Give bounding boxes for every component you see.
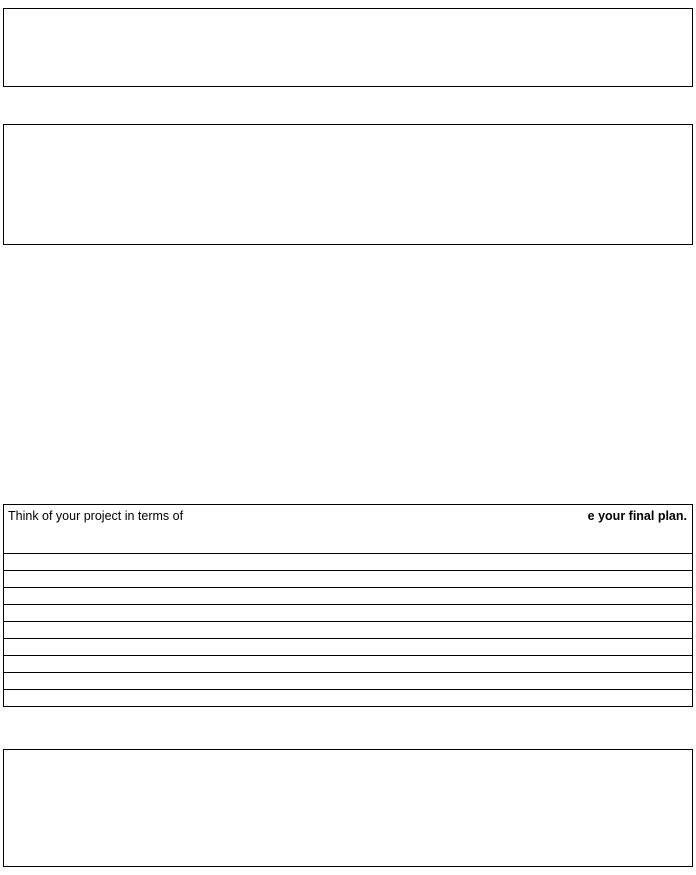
worksheet-line[interactable] xyxy=(4,639,692,656)
worksheet-line[interactable] xyxy=(4,622,692,639)
footer-box-text xyxy=(4,750,692,866)
header-box xyxy=(3,8,693,87)
worksheet-line[interactable] xyxy=(4,605,692,622)
worksheet-instruction-left: Think of your project in terms of xyxy=(8,509,184,523)
worksheet-table xyxy=(3,504,693,707)
worksheet-line[interactable] xyxy=(4,554,692,571)
worksheet-line[interactable] xyxy=(4,588,692,605)
worksheet-line[interactable] xyxy=(4,571,692,588)
worksheet-line[interactable] xyxy=(4,673,692,690)
intro-box xyxy=(3,124,693,245)
worksheet-line[interactable] xyxy=(4,656,692,673)
intro-box-text xyxy=(4,125,692,244)
worksheet-line[interactable] xyxy=(4,690,692,707)
worksheet-instruction-right: e your final plan. xyxy=(587,509,687,523)
worksheet-instruction-row xyxy=(4,505,692,554)
header-box-text xyxy=(4,9,692,86)
footer-box xyxy=(3,749,693,867)
